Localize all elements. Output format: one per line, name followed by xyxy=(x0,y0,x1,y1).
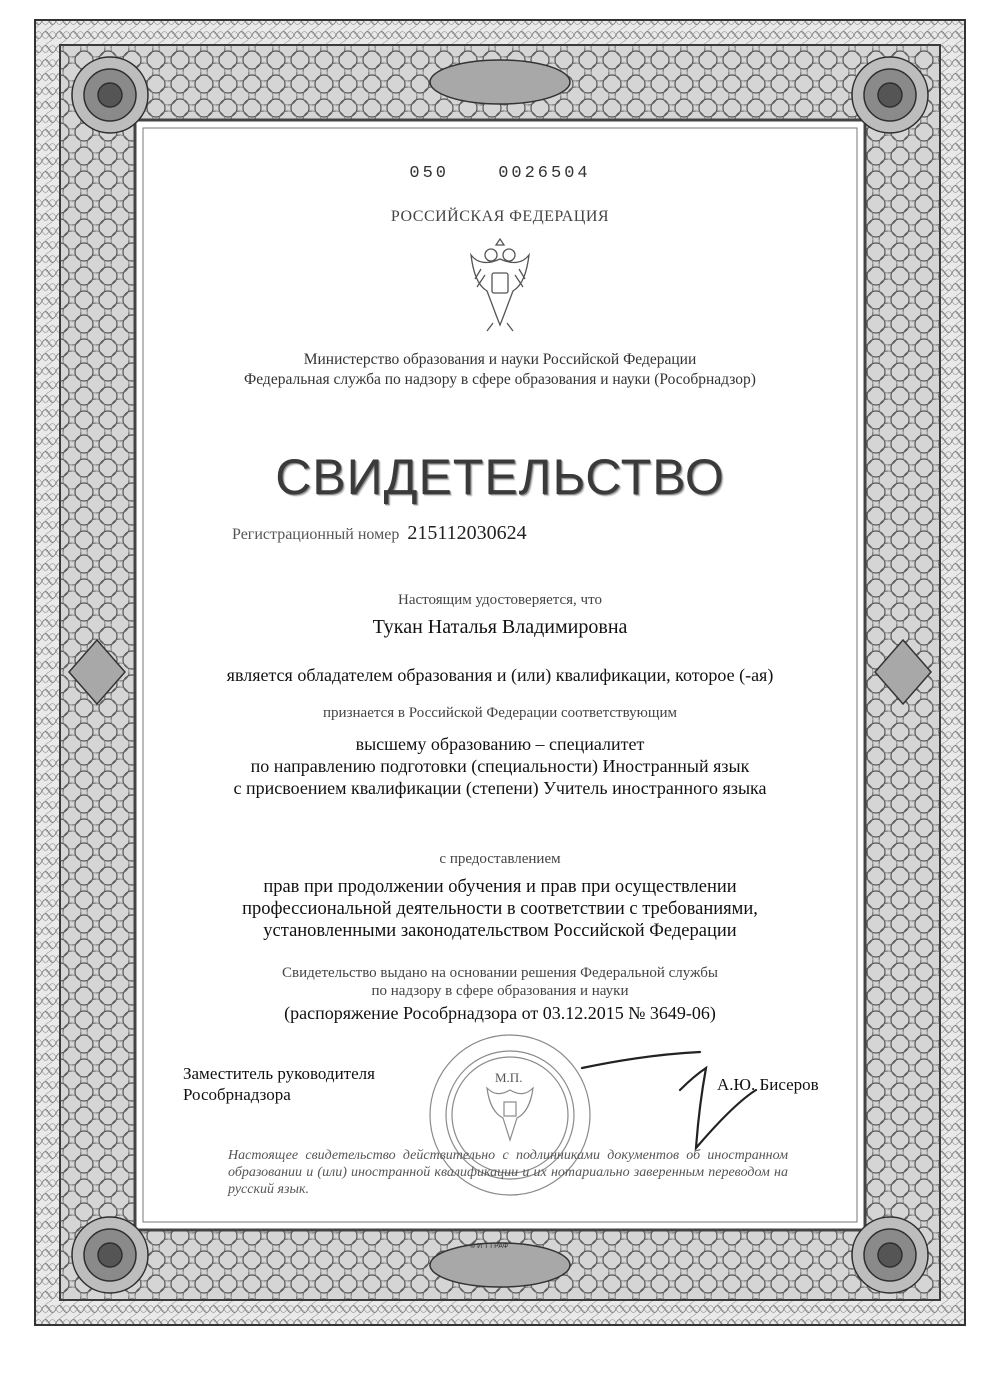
provision-text: с предоставлением xyxy=(439,851,561,867)
basis-line-1: Свидетельство выдано на основании решения Федеральной службы xyxy=(282,965,718,981)
top-medallion xyxy=(430,60,570,104)
printer-mark: © И Т ГРАФ xyxy=(470,1243,509,1250)
country-name: РОССИЙСКАЯ ФЕДЕРАЦИЯ xyxy=(390,208,610,225)
document-title: СВИДЕТЕЛЬСТВО xyxy=(275,449,725,505)
order-reference: (распоряжение Рособрнадзора от 03.12.2015 № 3649-06) xyxy=(284,1003,716,1023)
registration-line xyxy=(232,522,932,545)
stamp-place-label: М.П. xyxy=(495,1070,523,1085)
form-serial-number xyxy=(150,164,850,183)
corner-rosette-top-right xyxy=(852,57,928,133)
validity-note: Настоящее свидетельство действительно с подлинниками документов об иностранном образовании и (или) иностранной квалификации и их нотариально заверенным переводом на русский язык. xyxy=(228,1148,788,1197)
education-line-1: высшему образованию – специалитет xyxy=(355,734,645,754)
corner-rosette-bottom-right xyxy=(852,1217,928,1293)
registration-number: 215112030624 xyxy=(407,522,527,544)
certificate-content xyxy=(150,150,850,1250)
issuance-basis xyxy=(150,964,850,1000)
ministry-name: Министерство образования и науки Российской Федерации xyxy=(303,351,697,368)
issuing-authority xyxy=(150,350,850,390)
registration-label: Регистрационный номер xyxy=(232,526,400,543)
signer-name: А.Ю. Бисеров xyxy=(717,1075,819,1094)
corner-rosette-top-left xyxy=(72,57,148,133)
holder-statement: является обладателем образования и (или) квалификации, которое (-ая) xyxy=(226,665,774,685)
signer-position xyxy=(183,1063,375,1105)
rights-line-1: прав при продолжении обучения и прав при осуществлении xyxy=(263,877,737,897)
education-line-2: по направлению подготовки (специальности) Иностранный язык xyxy=(250,756,750,776)
granted-rights xyxy=(150,876,850,942)
education-line-3: с присвоением квалификации (степени) Учитель иностранного языка xyxy=(233,778,767,798)
holder-name: Тукан Наталья Владимировна xyxy=(372,616,628,638)
basis-line-2: по надзору в сфере образования и науки xyxy=(371,983,629,999)
serial-series: 050 xyxy=(409,164,449,183)
rights-line-2: профессиональной деятельности в соответствии с требованиями, xyxy=(242,899,758,919)
education-level xyxy=(150,733,850,799)
recognized-text: признается в Российской Федерации соответствующим xyxy=(323,705,677,721)
service-name: Федеральная служба по надзору в сфере образования и науки (Рособрнадзор) xyxy=(244,371,756,388)
certifies-text: Настоящим удостоверяется, что xyxy=(398,592,602,608)
rights-line-3: установленными законодательством Российской Федерации xyxy=(263,921,737,941)
position-line-2: Рособрнадзора xyxy=(183,1085,291,1104)
position-line-1: Заместитель руководителя xyxy=(183,1064,375,1083)
coat-of-arms-icon xyxy=(467,235,533,335)
serial-number: 0026504 xyxy=(498,164,591,183)
corner-rosette-bottom-left xyxy=(72,1217,148,1293)
